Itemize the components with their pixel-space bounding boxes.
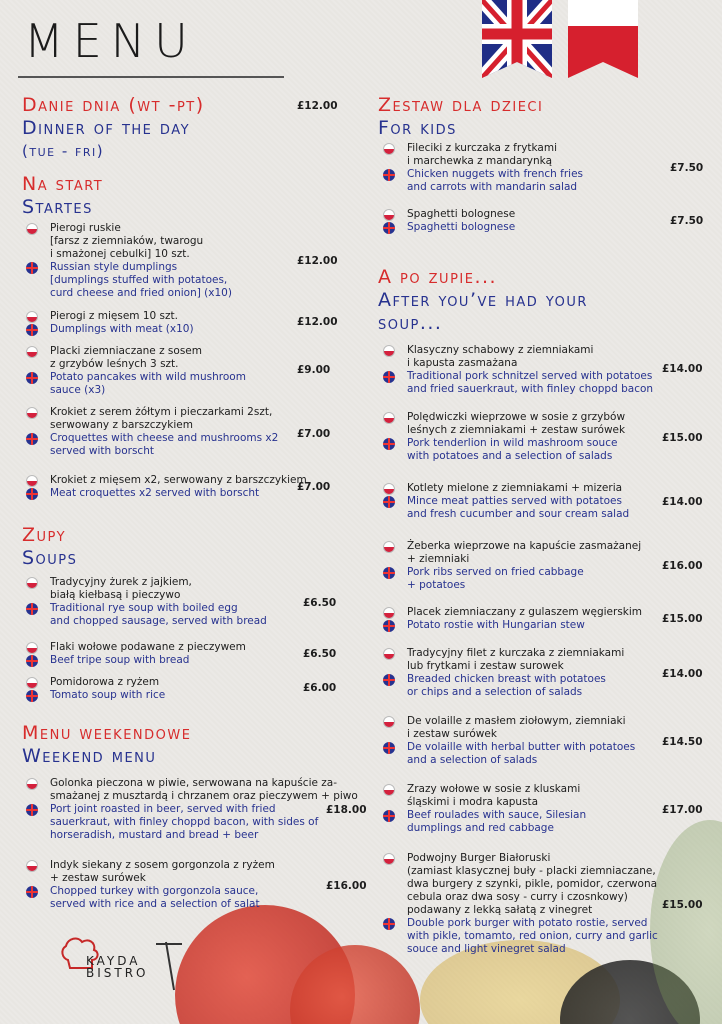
dish-text: with pikle, tomamto, red onion, curry and garlic [407,930,658,942]
logo-line-2: BISTRO [86,966,149,980]
weekend-menu-item [26,859,275,911]
dish-text: Traditional pork schnitzel served with potatoes [407,370,653,382]
starters-title-pl: Na start [22,173,104,195]
poland-flag-icon [26,778,38,790]
dish-text: and fresh cucumber and sour cream salad [407,508,630,520]
mains-item-price: £15.00 [662,432,703,444]
dish-text: serwowany z barszczykiem [50,419,193,431]
dish-name-en [383,673,624,686]
poland-flag-icon [26,223,38,235]
dish-name-pl [26,676,165,689]
kids-item-price: £7.50 [670,215,704,227]
dish-text: Double pork burger with potato rostie, served [407,917,648,929]
dish-name-pl [26,222,232,235]
dish-name-en [26,829,358,842]
dish-text: Tradycyjny filet z kurczaka z ziemniakami [407,647,625,659]
starters-menu-item [26,222,232,300]
uk-flag-icon [383,438,395,450]
uk-flag-icon [26,324,38,336]
dish-text: lub frytkami i zestaw surowek [407,660,564,672]
poland-flag-icon [383,209,395,221]
dish-text: Pork ribs served on fried cabbage [407,566,584,578]
dish-text: Pierogi ruskie [50,222,121,234]
dish-text: served with borscht [50,445,154,457]
dish-name-pl [26,406,278,419]
dish-text: Polędwiczki wieprzowe w sosie z grzybów [407,411,626,423]
dish-text: and carrots with mandarin salad [407,181,578,193]
dish-name-pl [383,424,625,437]
dish-name-en [383,754,635,767]
dish-text: and a selection of salads [407,754,538,766]
uk-flag-icon [26,690,38,702]
dish-name-pl [383,142,583,155]
dish-name-pl [383,647,624,660]
dish-name-pl [26,345,246,358]
dish-name-pl [383,482,629,495]
kids-menu-item [383,208,515,234]
dish-name-en [383,566,641,579]
dish-name-en [26,803,358,816]
mains-item-price: £14.00 [662,668,703,680]
mains-menu-item [383,783,586,835]
dish-text: i smażonej cebulki] 10 szt. [50,248,190,260]
dish-text: dumplings and red cabbage [407,822,554,834]
poland-flag-icon [383,853,395,865]
dish-name-pl [383,728,635,741]
dinner-price: £12.00 [297,100,338,112]
kids-menu-item [383,142,583,194]
soups-item-price: £6.50 [303,597,337,609]
mains-item-price: £14.00 [662,363,703,375]
logo-line-1: KAYDA [86,954,141,968]
uk-flag-icon [26,372,38,384]
dish-name-pl [26,872,275,885]
mains-title-en-2: soup... [378,312,443,334]
dish-text: [farsz z ziemniaków, twarogu [50,235,204,247]
dish-name-en [26,654,246,667]
kids-item-price: £7.50 [670,162,704,174]
mains-item-price: £16.00 [662,560,703,572]
dish-text: Meat croquettes x2 served with borscht [50,487,260,499]
soups-menu-item [26,576,267,628]
dish-text: Spaghetti bolognese [407,221,516,233]
starters-item-price: £7.00 [297,428,331,440]
dish-name-pl [26,777,358,790]
uk-flag-icon [383,567,395,579]
dish-name-pl [26,358,246,371]
starters-item-price: £9.00 [297,364,331,376]
dish-name-pl [383,891,658,904]
dish-name-pl [383,344,653,357]
weekend-title-pl: Menu weekendowe [22,722,192,744]
herb-decoration [650,820,722,1024]
poland-flag-icon [26,475,38,487]
soups-menu-item [26,676,165,702]
dish-text: Żeberka wieprzowe na kapuście zasmażanej [407,540,642,552]
dish-name-pl [383,715,635,728]
dish-name-en [383,450,625,463]
poland-flag-icon [26,346,38,358]
dinner-title-en: Dinner of the day [22,117,191,139]
mains-menu-item [383,647,624,699]
uk-flag-icon [26,804,38,816]
uk-flag-icon [26,262,38,274]
uk-flag-icon [26,488,38,500]
starters-menu-item [26,406,278,458]
dish-text: or chips and a selection of salads [407,686,583,698]
poland-flag-icon [568,0,638,78]
poland-flag-icon [383,483,395,495]
dish-name-en [383,579,641,592]
dish-name-en [383,221,515,234]
dish-name-en [26,323,194,336]
poland-flag-icon [26,860,38,872]
uk-flag-icon [383,620,395,632]
poland-flag-icon [383,345,395,357]
dinner-title-pl: Danie dnia (wt -pt) [22,94,205,116]
dish-text: smażanej z musztardą i chrzanem oraz pieczywem + piwo [50,790,358,802]
dish-text: Flaki wołowe podawane z pieczywem [50,641,246,653]
weekend-menu-item [26,777,358,842]
poland-flag-icon [383,607,395,619]
dish-text: Chicken nuggets with french fries [407,168,583,180]
dish-text: śląskimi i modra kapusta [407,796,539,808]
starters-menu-item [26,345,246,397]
uk-flag-icon [383,918,395,930]
dish-name-pl [26,576,267,589]
dish-text: + ziemniaki [407,553,470,565]
uk-flag-icon [383,222,395,234]
dish-name-en [383,686,624,699]
dish-text: horseradish, mustard and bread + beer [50,829,259,841]
dish-text: Croquettes with cheese and mushrooms x2 [50,432,279,444]
dish-name-pl [383,540,641,553]
dish-text: Golonka pieczona w piwie, serwowana na kapuście za- [50,777,338,789]
dish-name-en [26,689,165,702]
weekend-title-en: Weekend menu [22,745,157,767]
dish-text: Pierogi z mięsem 10 szt. [50,310,178,322]
dish-name-pl [26,790,358,803]
dish-name-en [383,437,625,450]
dish-name-pl [383,606,642,619]
dish-text: + zestaw surówek [50,872,146,884]
dish-text: Spaghetti bolognese [407,208,516,220]
dish-name-en [383,943,658,956]
dish-text: Russian style dumplings [50,261,178,273]
dish-text: sauce (x3) [50,384,106,396]
soups-item-price: £6.50 [303,648,337,660]
dish-text: Krokiet z serem żółtym i pieczarkami 2szt, [50,406,273,418]
dish-name-en [26,898,275,911]
dish-name-pl [383,852,658,865]
kids-title-en: For kids [378,117,457,139]
dish-text: Klasyczny schabowy z ziemniakami [407,344,594,356]
dish-name-pl [383,783,586,796]
dish-text: Tomato soup with rice [50,689,166,701]
mains-menu-item [383,715,635,767]
uk-flag-icon [383,371,395,383]
dish-text: sauerkraut, with finley choppd bacon, with sides of [50,816,319,828]
dish-name-pl [383,904,658,917]
dish-name-en [26,885,275,898]
starters-item-price: £12.00 [297,316,338,328]
dish-text: souce and light vinegret salad [407,943,566,955]
dish-text: Kotlety mielone z ziemniakami + mizeria [407,482,623,494]
dish-name-en [26,384,246,397]
page-title: MENU [24,14,197,68]
dish-text: Beef tripe soup with bread [50,654,190,666]
dish-name-pl [383,357,653,370]
dish-name-pl [26,310,194,323]
dish-name-pl [26,419,278,432]
dish-name-pl [383,411,625,424]
dish-text: with potatoes and a selection of salads [407,450,613,462]
starters-title-en: Startes [22,196,93,218]
starters-heading [22,173,103,219]
dish-name-en [383,508,629,521]
dish-text: curd cheese and fried onion] (x10) [50,287,232,299]
dish-text: Placek ziemniaczany z gulaszem węgierskim [407,606,643,618]
mains-menu-item [383,411,625,463]
mains-item-price: £15.00 [662,899,703,911]
dish-text: Potato pancakes with wild mushroom [50,371,246,383]
dish-text: + potatoes [407,579,466,591]
dish-text: leśnych z ziemniakami + zestaw surówek [407,424,626,436]
dish-name-en [26,261,232,274]
dish-name-en [383,619,642,632]
weekend-heading [22,722,191,768]
dish-text: i kapusta zasmażana [407,357,518,369]
dish-text: [dumplings stuffed with potatoes, [50,274,228,286]
poland-flag-icon [26,577,38,589]
poland-flag-icon [383,716,395,728]
dish-name-pl [26,248,232,261]
uk-flag-icon [26,603,38,615]
poland-flag-icon [26,311,38,323]
dish-name-en [383,495,629,508]
dish-text: białą kiełbasą i pieczywo [50,589,181,601]
dish-name-en [26,287,232,300]
dish-name-pl [383,155,583,168]
poland-flag-icon [26,407,38,419]
poland-flag-icon [26,642,38,654]
dish-text: served with rice and a selection of salat [50,898,260,910]
dish-name-pl [383,208,515,221]
dish-name-en [383,809,586,822]
dish-text: i zestaw surówek [407,728,497,740]
dish-text: Traditional rye soup with boiled egg [50,602,238,614]
dinner-days-en: (tue - fri) [22,142,105,160]
dish-name-en [26,602,267,615]
mains-title-en: After you’ve had your [378,289,588,311]
dish-name-pl [383,796,586,809]
mains-item-price: £14.50 [662,736,703,748]
mains-menu-item [383,482,629,521]
weekend-item-price: £16.00 [326,880,367,892]
dish-name-en [383,370,653,383]
dish-text: Zrazy wołowe w sosie z kluskami [407,783,581,795]
dish-name-en [383,741,635,754]
dish-name-en [383,181,583,194]
dish-text: Beef roulades with sauce, Silesian [407,809,587,821]
starters-menu-item [26,474,307,500]
uk-flag-icon [383,742,395,754]
uk-flag-icon [383,496,395,508]
mains-item-price: £17.00 [662,804,703,816]
starters-item-price: £12.00 [297,255,338,267]
uk-flag-icon [26,655,38,667]
mains-menu-item [383,852,658,956]
uk-flag-icon [383,674,395,686]
dish-name-en [383,822,586,835]
soups-item-price: £6.00 [303,682,337,694]
dish-text: Tradycyjny żurek z jajkiem, [50,576,192,588]
poland-flag-icon [383,648,395,660]
soups-title-pl: Zupy [22,524,67,546]
soups-title-en: Soups [22,547,78,569]
dish-name-pl [383,553,641,566]
soups-heading [22,524,77,570]
dish-text: Indyk siekany z sosem gorgonzola z ryżem [50,859,275,871]
uk-flag-icon [26,433,38,445]
dish-name-en [26,487,307,500]
dish-name-pl [26,641,246,654]
mains-menu-item [383,606,642,632]
poland-flag-icon [26,677,38,689]
dish-text: De volaille z masłem ziołowym, ziemniaki [407,715,626,727]
dish-name-en [26,816,358,829]
dish-text: Pomidorowa z ryżem [50,676,160,688]
dish-text: cebula oraz dwa sosy - curry i czosnkowy) [407,891,628,903]
uk-flag-icon [482,0,552,78]
uk-flag-icon [26,886,38,898]
dish-text: Krokiet z mięsem x2, serwowany z barszczykiem [50,474,307,486]
dinner-heading [22,94,205,163]
dish-text: Pork tenderlion in wild mashroom souce [407,437,618,449]
poland-flag-icon [383,541,395,553]
dish-text: Chopped turkey with gorgonzola sauce, [50,885,259,897]
dish-name-pl [26,859,275,872]
dish-name-en [26,615,267,628]
dish-name-en [26,371,246,384]
dish-text: Potato rostie with Hungarian stew [407,619,585,631]
poland-flag-icon [383,784,395,796]
mains-item-price: £14.00 [662,496,703,508]
dish-text: Dumplings with meat (x10) [50,323,194,335]
starters-item-price: £7.00 [297,481,331,493]
poland-flag-icon [383,143,395,155]
mains-item-price: £15.00 [662,613,703,625]
poland-flag-icon [383,412,395,424]
weekend-item-price: £18.00 [326,804,367,816]
dish-text: dwa burgery z szynki, pikle, pomidor, czerwona [407,878,658,890]
dish-name-en [26,432,278,445]
dish-text: Mince meat patties served with potatoes [407,495,622,507]
dish-text: Podwojny Burger Białoruski [407,852,551,864]
dish-name-pl [26,589,267,602]
uk-flag-icon [383,810,395,822]
kids-title-pl: Zestaw dla dzieci [378,94,544,116]
dish-text: z grzybów leśnych 3 szt. [50,358,179,370]
dish-name-en [26,445,278,458]
dish-name-en [383,917,658,930]
dish-text: i marchewka z mandarynką [407,155,553,167]
dish-text: podawany z lekką sałatą z vinegret [407,904,593,916]
kids-heading [378,94,543,140]
dish-name-pl [383,865,658,878]
dish-name-en [26,274,232,287]
soups-menu-item [26,641,246,667]
dish-text: Fileciki z kurczaka z frytkami [407,142,557,154]
mains-menu-item [383,344,653,396]
dish-name-en [383,383,653,396]
dish-name-en [383,168,583,181]
dish-name-pl [383,878,658,891]
dish-name-pl [383,660,624,673]
dish-name-en [383,930,658,943]
dish-text: Placki ziemniaczane z sosem [50,345,202,357]
dish-text: Breaded chicken breast with potatoes [407,673,606,685]
dish-name-pl [26,474,307,487]
mains-title-pl: A po zupie... [378,266,498,288]
dish-text: Port joint roasted in beer, served with fried [50,803,276,815]
dish-text: (zamiast klasycznej buły - placki ziemniaczane, [407,865,656,877]
dish-text: and chopped sausage, served with bread [50,615,267,627]
uk-flag-icon [383,169,395,181]
starters-menu-item [26,310,194,336]
dish-text: De volaille with herbal butter with potatoes [407,741,636,753]
dish-name-pl [26,235,232,248]
title-divider [18,76,284,78]
mains-menu-item [383,540,641,592]
mains-heading [378,266,588,335]
logo-text [86,955,149,979]
dish-text: and fried sauerkraut, with finley choppd bacon [407,383,654,395]
